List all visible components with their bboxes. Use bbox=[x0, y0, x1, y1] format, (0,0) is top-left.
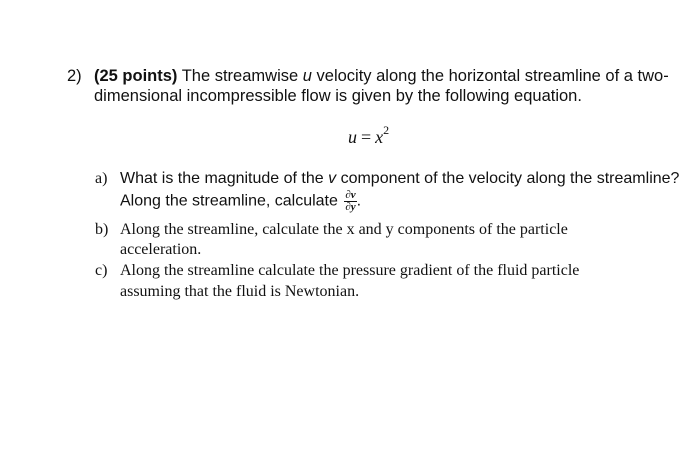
item-b-line-2: acceleration. bbox=[120, 241, 202, 258]
item-a-line-2-end: . bbox=[356, 192, 362, 210]
equation-lhs: u bbox=[348, 127, 357, 147]
v-symbol: v bbox=[328, 170, 337, 187]
question-points: (25 points) bbox=[94, 67, 178, 85]
item-c-label: c) bbox=[95, 262, 108, 279]
item-a-line-2-text: Along the streamline, calculate bbox=[120, 192, 343, 210]
u-symbol: u bbox=[302, 67, 312, 85]
item-a-label: a) bbox=[95, 170, 108, 187]
item-a-line-1 bbox=[120, 170, 679, 188]
question-stem-line-2: dimensional incompressible flow is given by the following equation. bbox=[94, 87, 582, 105]
fraction-numerator: ∂v bbox=[345, 189, 356, 201]
question-text-part-1: The streamwise bbox=[177, 67, 303, 85]
item-b-line-1: Along the streamline, calculate the x and y components of the particle bbox=[120, 221, 568, 238]
equation-exponent: 2 bbox=[383, 123, 390, 137]
item-a-text-part-2: component of the velocity along the streamline? bbox=[336, 170, 680, 187]
question-stem-line-1 bbox=[94, 67, 669, 86]
item-a-line-2 bbox=[120, 190, 361, 213]
equation-sign: = bbox=[361, 127, 372, 147]
item-c-line-1: Along the streamline calculate the pressure gradient of the fluid particle bbox=[120, 262, 580, 279]
question-number: 2) bbox=[67, 67, 82, 85]
equation-base: x bbox=[375, 127, 384, 147]
velocity-equation bbox=[348, 125, 389, 148]
fraction-denominator: ∂y bbox=[345, 201, 356, 213]
partial-derivative-fraction bbox=[344, 190, 356, 213]
item-b-label: b) bbox=[95, 221, 109, 238]
item-a-text-part-1: What is the magnitude of the bbox=[120, 170, 329, 187]
item-c-line-2: assuming that the fluid is Newtonian. bbox=[120, 283, 360, 300]
question-text-part-2: velocity along the horizontal streamline of a two- bbox=[311, 67, 669, 85]
